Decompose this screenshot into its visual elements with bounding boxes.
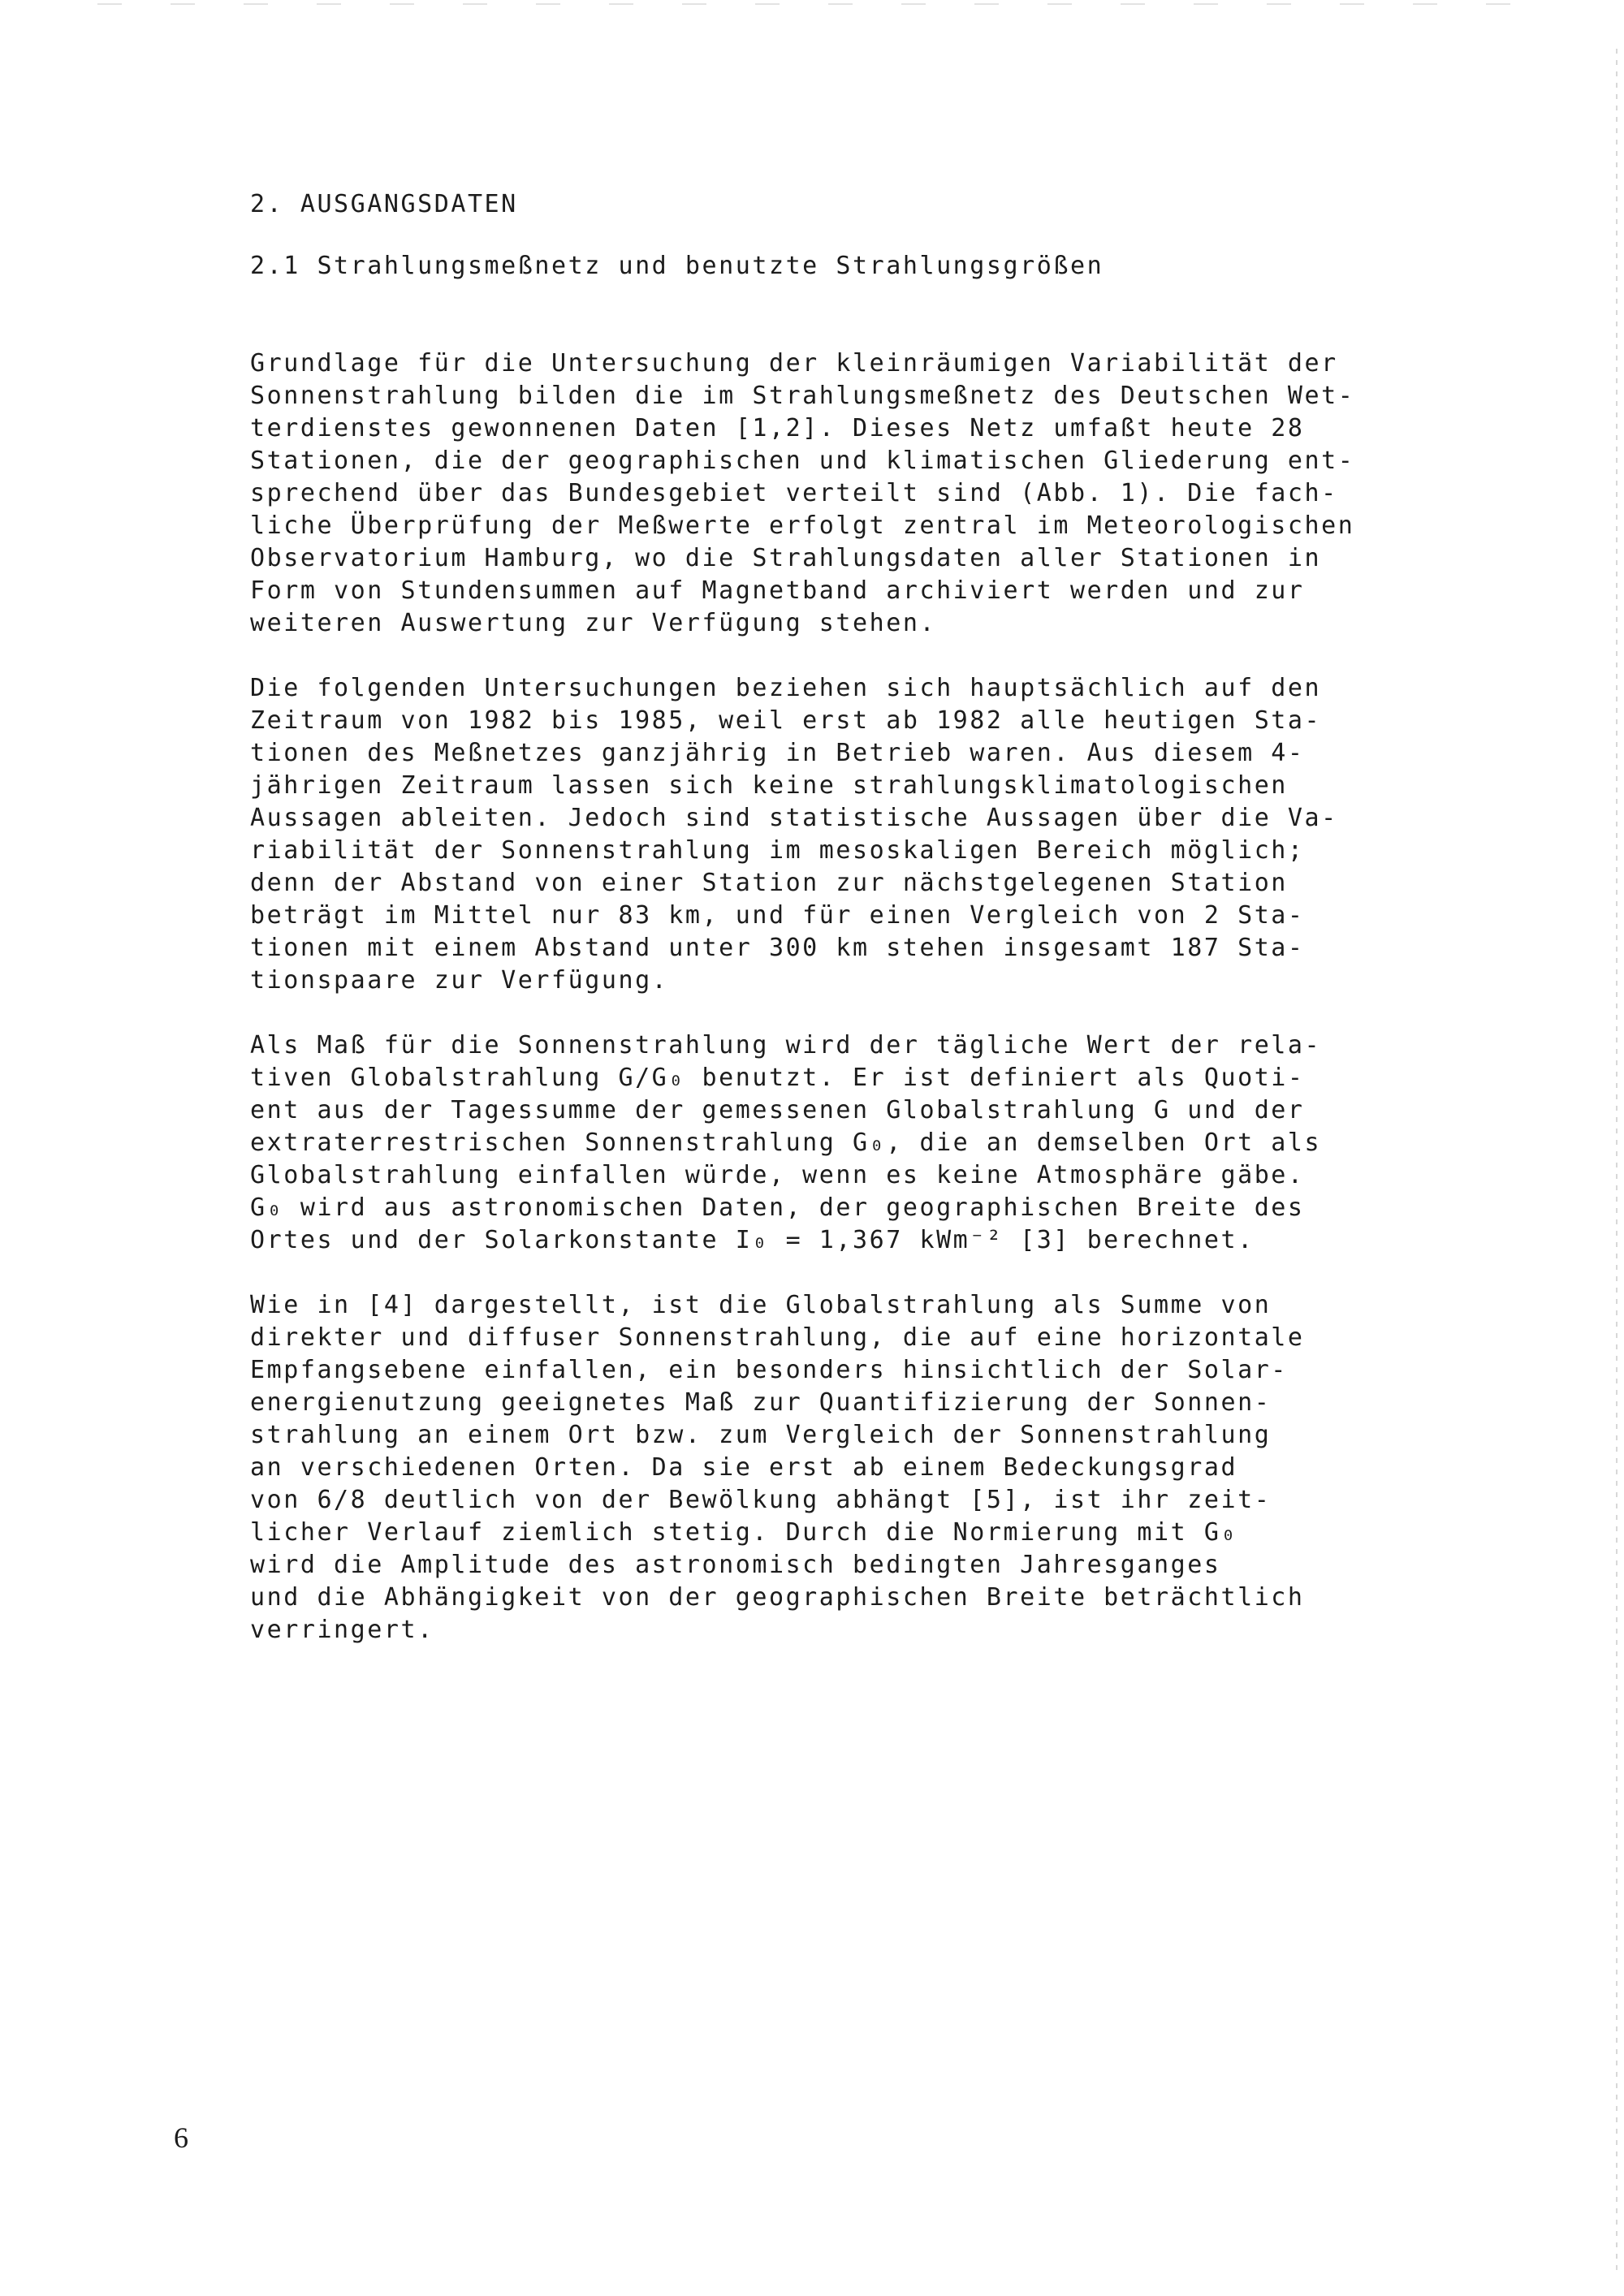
text-line: jährigen Zeitraum lassen sich keine strahlungsklimatologischen	[250, 771, 1288, 800]
text-line: denn der Abstand von einer Station zur nächstgelegenen Station	[250, 869, 1288, 897]
paragraph-1	[250, 347, 1419, 640]
text-line: verringert.	[250, 1616, 434, 1644]
text-line: an verschiedenen Orten. Da sie erst ab einem Bedeckungsgrad	[250, 1453, 1238, 1482]
paragraph-3	[250, 1029, 1419, 1257]
text-line: Als Maß für die Sonnenstrahlung wird der tägliche Wert der rela-	[250, 1031, 1322, 1060]
paragraph-4	[250, 1289, 1419, 1646]
text-line: Form von Stundensummen auf Magnetband archiviert werden und zur	[250, 576, 1305, 605]
text-line: tionen mit einem Abstand unter 300 km stehen insgesamt 187 Sta-	[250, 934, 1305, 962]
text-line: Globalstrahlung einfallen würde, wenn es keine Atmosphäre gäbe.	[250, 1161, 1305, 1189]
page-content	[250, 188, 1419, 1646]
text-line: Ortes und der Solarkonstante I₀ = 1,367 kWm⁻² [3] berechnet.	[250, 1226, 1255, 1254]
text-line: terdienstes gewonnenen Daten [1,2]. Dieses Netz umfaßt heute 28	[250, 414, 1305, 442]
text-line: liche Überprüfung der Meßwerte erfolgt zentral im Meteorologischen	[250, 511, 1355, 540]
text-line: und die Abhängigkeit von der geographischen Breite beträchtlich	[250, 1583, 1305, 1612]
scan-artifact-edge	[1616, 49, 1618, 2273]
text-line: licher Verlauf ziemlich stetig. Durch die Normierung mit G₀	[250, 1518, 1238, 1547]
text-line: tionen des Meßnetzes ganzjährig in Betrieb waren. Aus diesem 4-	[250, 739, 1305, 767]
subsection-heading: 2.1 Strahlungsmeßnetz und benutzte Strahlungsgrößen	[250, 252, 1104, 280]
text-line: Grundlage für die Untersuchung der kleinräumigen Variabilität der	[250, 349, 1338, 378]
text-line: strahlung an einem Ort bzw. zum Vergleich der Sonnenstrahlung	[250, 1421, 1272, 1449]
text-line: Aussagen ableiten. Jedoch sind statistische Aussagen über die Va-	[250, 804, 1338, 832]
text-line: wird die Amplitude des astronomisch bedingten Jahresganges	[250, 1551, 1221, 1579]
text-line: direkter und diffuser Sonnenstrahlung, die auf eine horizontale	[250, 1323, 1305, 1352]
section-heading: 2. AUSGANGSDATEN	[250, 190, 518, 218]
text-line: G₀ wird aus astronomischen Daten, der geographischen Breite des	[250, 1193, 1305, 1222]
text-line: Observatorium Hamburg, wo die Strahlungsdaten aller Stationen in	[250, 544, 1322, 572]
text-line: Wie in [4] dargestellt, ist die Globalstrahlung als Summe von	[250, 1291, 1272, 1319]
text-line: sprechend über das Bundesgebiet verteilt sind (Abb. 1). Die fach-	[250, 479, 1338, 507]
paragraph-2	[250, 672, 1419, 997]
text-line: Empfangsebene einfallen, ein besonders hinsichtlich der Solar-	[250, 1356, 1288, 1384]
text-line: weiteren Auswertung zur Verfügung stehen.	[250, 609, 937, 637]
text-line: extraterrestrischen Sonnenstrahlung G₀, die an demselben Ort als	[250, 1129, 1322, 1157]
page-number: 6	[174, 2121, 188, 2154]
text-line: Zeitraum von 1982 bis 1985, weil erst ab 1982 alle heutigen Sta-	[250, 706, 1322, 735]
text-line: tiven Globalstrahlung G/G₀ benutzt. Er ist definiert als Quoti-	[250, 1064, 1305, 1092]
text-line: beträgt im Mittel nur 83 km, und für einen Vergleich von 2 Sta-	[250, 901, 1305, 930]
text-line: von 6/8 deutlich von der Bewölkung abhängt [5], ist ihr zeit-	[250, 1486, 1272, 1514]
text-line: riabilität der Sonnenstrahlung im mesoskaligen Bereich möglich;	[250, 836, 1305, 865]
scan-artifact-top	[97, 3, 1527, 5]
text-line: ent aus der Tagessumme der gemessenen Globalstrahlung G und der	[250, 1096, 1305, 1124]
text-line: Sonnenstrahlung bilden die im Strahlungsmeßnetz des Deutschen Wet-	[250, 382, 1355, 410]
text-line: Stationen, die der geographischen und klimatischen Gliederung ent-	[250, 447, 1355, 475]
text-line: tionspaare zur Verfügung.	[250, 966, 669, 995]
text-line: energienutzung geeignetes Maß zur Quantifizierung der Sonnen-	[250, 1388, 1272, 1417]
text-line: Die folgenden Untersuchungen beziehen sich hauptsächlich auf den	[250, 674, 1322, 702]
